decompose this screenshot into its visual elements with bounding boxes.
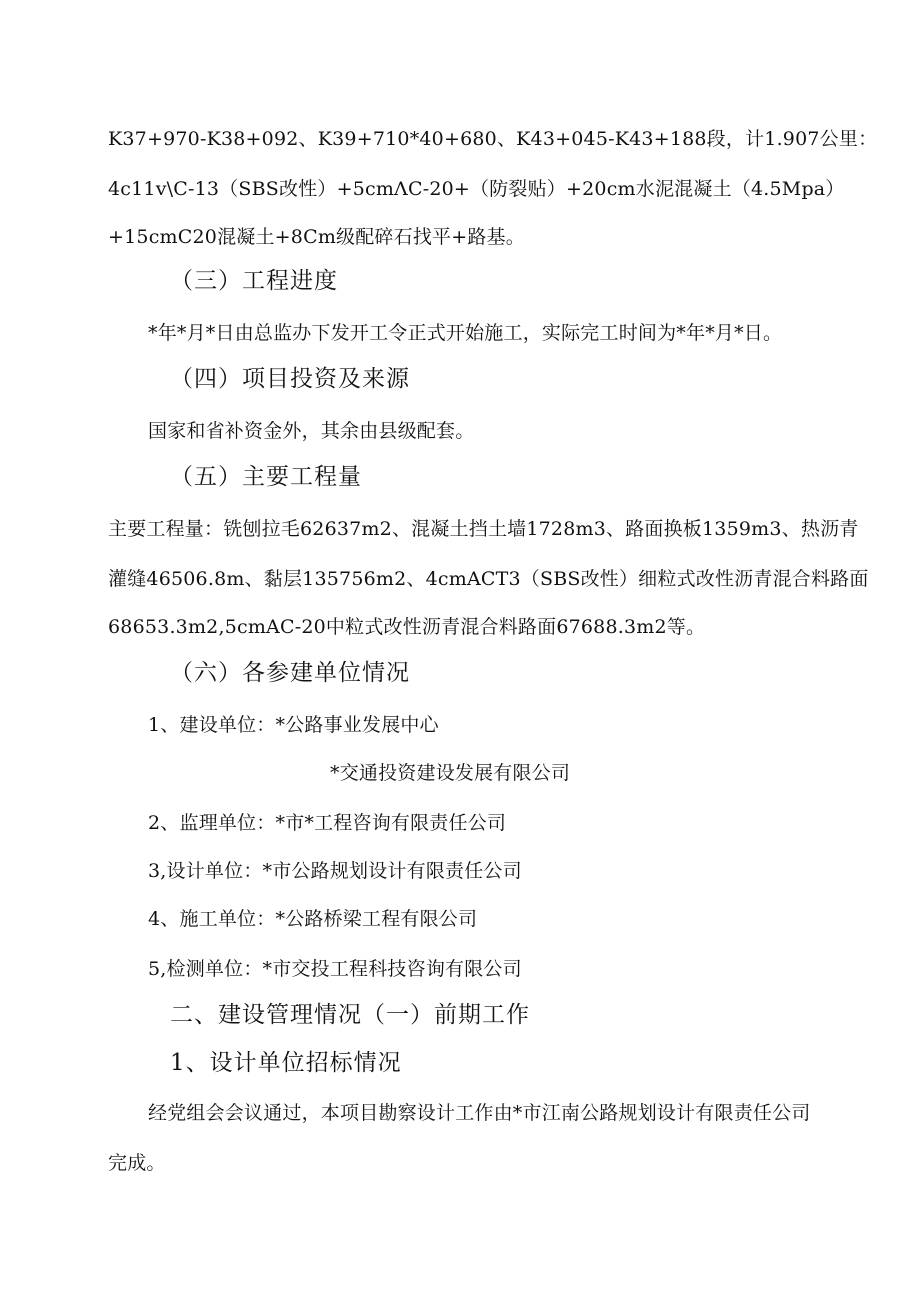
- management-subheading: 1、设计单位招标情况: [170, 1050, 402, 1076]
- management-heading: 二、建设管理情况（一）前期工作: [170, 1002, 530, 1028]
- unit-item: 3,设计单位：*市公路规划设计有限责任公司: [148, 860, 522, 882]
- unit-item: 4、施工单位：*公路桥梁工程有限公司: [148, 908, 478, 930]
- unit-item: *交通投资建设发展有限公司: [330, 762, 571, 784]
- quantities-line-2: 灌缝46506.8m、黏层135756m2、4cmACT3（SBS改性）细粒式改性沥青混合料路面: [108, 568, 869, 590]
- quantities-line-1: 主要工程量：铣刨拉毛62637m2、混凝土挡土墙1728m3、路面换板1359m3、热沥青: [108, 518, 859, 540]
- unit-item: 2、监理单位：*市*工程咨询有限责任公司: [148, 812, 507, 834]
- unit-item: 5,检测单位：*市交投工程科技咨询有限公司: [148, 958, 522, 980]
- quantities-heading: （五）主要工程量: [170, 464, 362, 490]
- investment-text: 国家和省补资金外，其余由县级配套。: [148, 420, 475, 442]
- management-line-1: 经党组会会议通过，本项目勘察设计工作由*市江南公路规划设计有限责任公司: [148, 1102, 811, 1124]
- progress-heading: （三）工程进度: [170, 268, 338, 294]
- units-heading: （六）各参建单位情况: [170, 660, 410, 686]
- unit-item: 1、建设单位：*公路事业发展中心: [148, 714, 439, 736]
- progress-text: *年*月*日由总监办下发开工令正式开始施工，实际完工时间为*年*月*日。: [148, 322, 783, 344]
- management-line-2: 完成。: [108, 1152, 166, 1174]
- section-spec-line-2: 4c11v\C-13（SBS改性）+5cmΛC-20+（防裂贴）+20cm水泥混凝土（4.5Mpa）: [108, 178, 845, 200]
- investment-heading: （四）项目投资及来源: [170, 366, 410, 392]
- quantities-line-3: 68653.3m2,5cmAC-20中粒式改性沥青混合料路面67688.3m2等。: [108, 616, 706, 638]
- section-spec-line-1: K37+970-K38+092、K39+710*40+680、K43+045-K43+188段，计1.907公里：: [108, 128, 878, 150]
- section-spec-line-3: +15cmC20混凝土+8Cm级配碎石找平+路基。: [108, 226, 525, 248]
